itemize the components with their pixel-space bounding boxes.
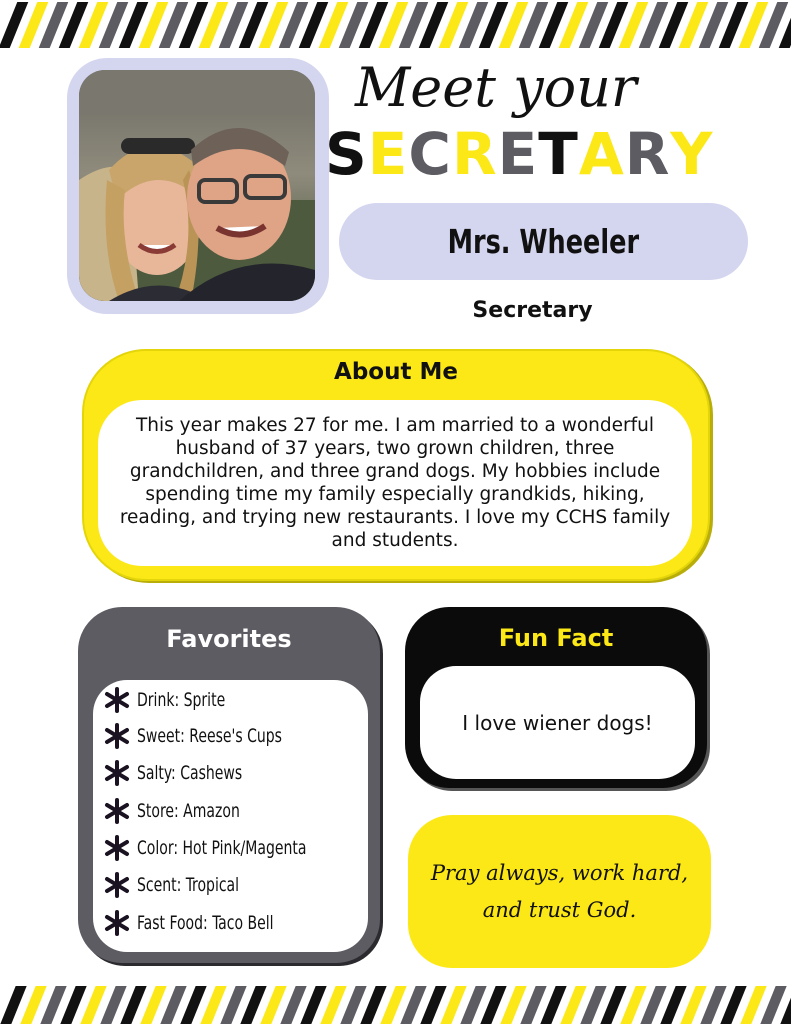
title-letter: T xyxy=(538,120,579,188)
favorite-item xyxy=(103,870,261,900)
favorite-label: Drink: Sprite xyxy=(137,689,226,711)
asterisk-icon xyxy=(103,759,131,787)
bottom-stripe-border xyxy=(0,986,791,1024)
favorite-label: Sweet: Reese's Cups xyxy=(137,725,282,747)
favorites-list xyxy=(93,680,368,952)
title-letter: Y xyxy=(670,120,714,188)
asterisk-icon xyxy=(103,834,131,862)
asterisk-icon xyxy=(103,722,131,750)
photo-frame xyxy=(67,58,329,314)
asterisk-icon xyxy=(103,686,131,714)
quote-text: Pray always, work hard, and trust God. xyxy=(430,860,689,922)
quote-card xyxy=(408,815,711,968)
title-letter: E xyxy=(497,120,539,188)
title-letter: A xyxy=(578,120,625,188)
asterisk-icon xyxy=(103,797,131,825)
fun-fact-body-box xyxy=(420,666,695,779)
favorite-item xyxy=(103,796,262,826)
favorites-card xyxy=(78,607,380,963)
favorite-label: Store: Amazon xyxy=(137,800,240,822)
about-me-text: This year makes 27 for me. I am married to a wonderful husband of 37 years, two grown children, three grandchildren, and three grand dogs. My hobbies include spending time my family especially grandkids, hiking, reading, and trying new restaurants. I love my CCHS family and students. xyxy=(119,415,671,551)
title-letter: R xyxy=(624,120,671,188)
fun-fact-text: I love wiener dogs! xyxy=(462,710,653,735)
secretary-title xyxy=(325,122,785,186)
staff-role: Secretary xyxy=(472,298,593,323)
about-me-heading: About Me xyxy=(334,359,458,385)
favorite-item xyxy=(103,685,245,715)
profile-photo xyxy=(79,70,315,301)
fun-fact-heading: Fun Fact xyxy=(498,624,614,652)
staff-name: Mrs. Wheeler xyxy=(447,222,640,261)
favorite-label: Scent: Tropical xyxy=(137,874,240,896)
title-letter: C xyxy=(408,120,452,188)
title-letter: S xyxy=(325,120,368,188)
top-stripe-border xyxy=(0,2,791,48)
name-pill xyxy=(339,203,748,280)
favorite-label: Color: Hot Pink/Magenta xyxy=(137,837,307,859)
favorites-heading: Favorites xyxy=(166,625,292,653)
favorite-label: Salty: Cashews xyxy=(137,762,243,784)
meet-your-text: Meet your xyxy=(355,56,637,119)
title-letter: E xyxy=(367,120,409,188)
meet-your-heading xyxy=(345,48,765,128)
fun-fact-card xyxy=(405,607,707,788)
about-me-card xyxy=(82,349,710,581)
title-letter: R xyxy=(451,120,498,188)
about-me-body-box xyxy=(98,400,692,566)
favorite-item xyxy=(103,758,265,788)
favorite-item xyxy=(103,721,314,751)
asterisk-icon xyxy=(103,909,131,937)
asterisk-icon xyxy=(103,871,131,899)
favorite-label: Fast Food: Taco Bell xyxy=(137,912,274,934)
favorite-item xyxy=(103,908,304,938)
favorite-item xyxy=(103,833,344,863)
